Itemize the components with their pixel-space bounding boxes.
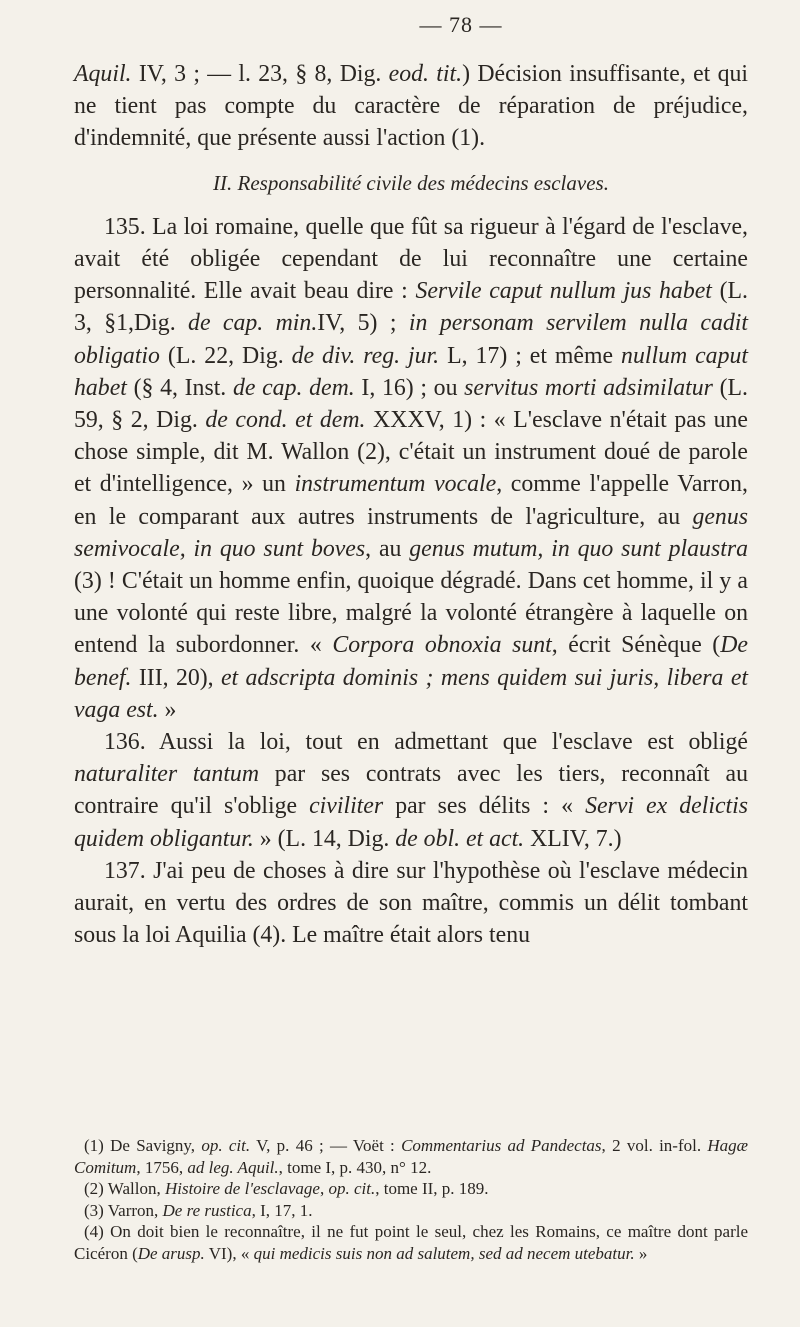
text-span: IV, 3 ; — l. 23, § 8, Dig. [131, 61, 389, 87]
text-span: IV, 5) ; [317, 310, 409, 337]
citation-italic: Commentarius ad Pandectas [401, 1136, 602, 1155]
section-title: II. Responsabilité civile des médecins esclaves. [213, 170, 609, 195]
latin-quote: genus semivocale, in quo sunt boves [74, 503, 748, 562]
text-span: par ses délits : « [383, 793, 586, 820]
text-span: 137. J'ai peu de choses à dire sur l'hypothèse où l'esclave médecin aurait, en vertu des ordres de son maître, commis un délit tombant sous la loi Aquilia (4). Le maître était alors tenu [74, 857, 748, 949]
text-span: V, p. 46 ; — Voët : [250, 1136, 402, 1155]
text-span: » [158, 696, 177, 723]
text-span: (3) ! C'était un homme enfin, quoique dégradé. Dans cet homme, il y a une volonté qui reste libre, malgré la volonté étrangère à laquelle on entend la subordonner. « [74, 568, 748, 659]
citation-italic: op. cit. [201, 1136, 251, 1155]
text-span: (1) De Savigny, [84, 1136, 202, 1155]
body-text [74, 58, 748, 951]
citation-italic: eod. tit. [388, 61, 463, 87]
citation-italic: de obl. et act. [395, 825, 525, 852]
text-span: (4) On doit bien le reconnaître, il ne fut point le seul, chez les Romains, ce maître dont parle Cicéron ( [74, 1222, 748, 1263]
citation-italic: De arusp. [137, 1243, 205, 1263]
text-span: , 2 vol. in-fol. [601, 1136, 708, 1155]
text-span: » (L. 14, Dig. [253, 825, 396, 852]
text-span: , comme l'appelle Varron, en le comparant aux autres instruments de l'agriculture, au [74, 471, 748, 530]
text-span: (L. 59, § 2, Dig. [74, 374, 749, 434]
text-span: , écrit Sénèque ( [551, 632, 721, 659]
citation-italic: De re rustica [162, 1200, 252, 1220]
text-span: , I, 17, 1. [251, 1200, 313, 1220]
citation-italic: Hagæ Comitum [74, 1136, 749, 1177]
latin-quote: Servile caput nullum jus habet [415, 278, 712, 305]
latin-quote: servitus morti adsimilatur [464, 374, 713, 401]
footnote-1 [74, 1135, 748, 1178]
footnote-2 [74, 1178, 748, 1200]
paragraph-continuation [74, 58, 748, 155]
citation-italic: Histoire de l'esclavage [164, 1179, 320, 1199]
citation-italic: de cap. min. [188, 310, 318, 337]
citation-italic: de cap. dem. [232, 374, 355, 401]
text-span: VI), « [204, 1243, 254, 1263]
text-span: , tome II, p. 189. [375, 1179, 489, 1199]
citation-italic: Aquil. [74, 61, 132, 87]
text-span: XLIV, 7.) [524, 825, 622, 852]
latin-quote: nullum caput habet [74, 342, 748, 401]
paragraph-135 [74, 211, 748, 726]
text-span: par ses contrats avec les tiers, reconnaît au contraire qu'il s'oblige [74, 761, 748, 820]
text-span: (L. 3, §1,Dig. [74, 278, 749, 337]
latin-quote: civiliter [309, 793, 384, 820]
text-span: (L. 22, Dig. [159, 342, 292, 369]
footnote-4 [74, 1221, 748, 1264]
text-span: (3) Varron, [84, 1200, 163, 1220]
text-span: III, 20), [131, 664, 221, 691]
latin-quote: instrumentum vocale [294, 471, 497, 498]
latin-quote: Servi ex delictis quidem obligantur. [74, 793, 748, 852]
text-span: ) Décision insuffisante, et qui ne tient pas compte du caractère de réparation de préjudice, d'indemnité, que présente aussi l'action (1). [74, 61, 748, 152]
text-span: 136. Aussi la loi, tout en admettant que l'esclave est obligé [104, 729, 748, 756]
text-span: I, 16) ; ou [354, 374, 465, 401]
citation-italic: de cond. et dem. [205, 407, 366, 434]
text-span: » [634, 1243, 648, 1263]
latin-quote: in personam servilem nulla cadit obligatio [74, 310, 749, 369]
latin-quote: genus mutum, in quo sunt plaustra [409, 535, 748, 562]
latin-quote: naturaliter tantum [74, 761, 260, 788]
text-span: , tome I, p. 430, n° 12. [278, 1157, 432, 1177]
text-span: , au [365, 535, 410, 562]
text-span: XXXV, 1) : « L'esclave n'était pas une chose simple, dit M. Wallon (2), c'était un instrument doué de parole et d'intelligence, » un [74, 407, 748, 498]
citation-italic: ad leg. Aquil. [187, 1157, 279, 1177]
latin-quote: Corpora obnoxia sunt [332, 632, 552, 659]
text-span: , [319, 1179, 329, 1199]
citation-italic: de div. reg. jur. [291, 342, 440, 369]
page-number: — 78 — [419, 12, 503, 37]
paragraph-137 [74, 855, 748, 952]
text-span: (2) Wallon, [84, 1179, 165, 1199]
text-span: (§ 4, Inst. [126, 374, 233, 401]
citation-italic: De benef. [74, 632, 748, 691]
text-span: , 1756, [136, 1157, 188, 1177]
footnote-3 [74, 1200, 748, 1222]
paragraph-136 [74, 726, 748, 855]
latin-quote: et adscripta dominis ; mens quidem sui juris, libera et vaga est. [74, 664, 748, 723]
latin-quote: qui medicis suis non ad salutem, sed ad necem utebatur. [253, 1243, 635, 1263]
citation-italic: op. cit. [328, 1179, 376, 1199]
text-span: 135. La loi romaine, quelle que fût sa rigueur à l'égard de l'esclave, avait été obligée cependant de lui reconnaître une certaine personnalité. Elle avait beau dire : [74, 213, 748, 305]
footnotes [74, 1135, 748, 1265]
text-span: L, 17) ; et même [439, 342, 622, 369]
